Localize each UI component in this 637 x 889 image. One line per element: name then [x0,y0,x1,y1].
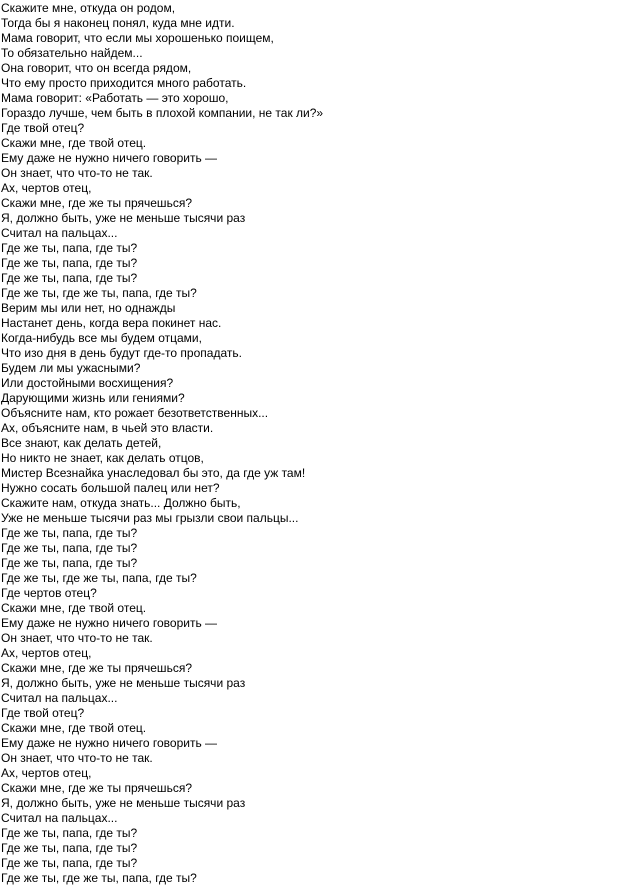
lyric-line: Скажи мне, где твой отец. [1,601,147,615]
lyric-line: Что изо дня в день будут где-то пропадать. [1,346,242,360]
lyric-line: Мама говорит, что если мы хорошенько поищем, [1,31,274,45]
lyric-line: Где твой отец? [1,706,85,720]
lyric-line: Где твой отец? [1,121,85,135]
lyric-line: Ему даже не нужно ничего говорить — [1,616,218,630]
lyric-line: Мама говорит: «Работать — это хорошо, [1,91,229,105]
lyric-line: Ему даже не нужно ничего говорить — [1,736,218,750]
lyric-line: Мистер Всезнайка унаследовал бы это, да где уж там! [1,466,306,480]
lyric-line: Где же ты, папа, где ты? [1,556,138,570]
lyric-line: Настанет день, когда вера покинет нас. [1,316,222,330]
lyric-line: Гораздо лучше, чем быть в плохой компании, не так ли?» [1,106,324,120]
lyric-line: Он знает, что что-то не так. [1,166,153,180]
lyric-line: Но никто не знает, как делать отцов, [1,451,204,465]
lyric-line: Она говорит, что он всегда рядом, [1,61,192,75]
lyric-line: Я, должно быть, уже не меньше тысячи раз [1,211,246,225]
lyric-line: Ему даже не нужно ничего говорить — [1,151,218,165]
lyric-line: Он знает, что что-то не так. [1,751,153,765]
lyric-line: Скажи мне, где твой отец. [1,136,147,150]
lyric-line: Где же ты, папа, где ты? [1,256,138,270]
lyric-line: Что ему просто приходится много работать. [1,76,247,90]
lyric-line: Где же ты, папа, где ты? [1,541,138,555]
lyric-line: Или достойными восхищения? [1,376,174,390]
lyric-line: Где же ты, папа, где ты? [1,856,138,870]
lyric-line: Ах, чертов отец, [1,646,92,660]
lyric-line: Где же ты, папа, где ты? [1,271,138,285]
lyric-line: Скажите нам, откуда знать... Должно быть, [1,496,241,510]
lyric-line: Где же ты, где же ты, папа, где ты? [1,871,197,885]
lyric-line: Тогда бы я наконец понял, куда мне идти. [1,16,235,30]
lyric-line: Все знают, как делать детей, [1,436,162,450]
lyric-line: Ах, объясните нам, в чьей это власти. [1,421,214,435]
lyric-line: Где же ты, папа, где ты? [1,826,138,840]
lyric-line: Объясните нам, кто рожает безответственных... [1,406,269,420]
lyric-line: Где чертов отец? [1,586,97,600]
lyric-line: Когда-нибудь все мы будем отцами, [1,331,202,345]
lyric-line: Ах, чертов отец, [1,766,92,780]
lyric-line: Я, должно быть, уже не меньше тысячи раз [1,676,246,690]
lyric-line: Где же ты, папа, где ты? [1,526,138,540]
lyric-line: Скажите мне, откуда он родом, [1,1,176,15]
lyric-line: То обязательно найдем... [1,46,143,60]
lyric-line: Скажи мне, где же ты прячешься? [1,196,192,210]
lyric-line: Уже не меньше тысячи раз мы грызли свои пальцы... [1,511,299,525]
lyric-line: Где же ты, папа, где ты? [1,241,138,255]
lyric-line: Я, должно быть, уже не меньше тысячи раз [1,796,246,810]
lyric-line: Скажи мне, где же ты прячешься? [1,781,192,795]
lyric-line: Будем ли мы ужасными? [1,361,141,375]
lyric-line: Он знает, что что-то не так. [1,631,153,645]
lyric-line: Где же ты, где же ты, папа, где ты? [1,286,197,300]
lyric-line: Верим мы или нет, но однажды [1,301,176,315]
lyric-line: Скажи мне, где же ты прячешься? [1,661,192,675]
lyric-line: Считал на пальцах... [1,691,118,705]
lyric-line: Скажи мне, где твой отец. [1,721,147,735]
lyric-line: Считал на пальцах... [1,811,118,825]
lyric-line: Где же ты, папа, где ты? [1,841,138,855]
lyric-line: Дарующими жизнь или гениями? [1,391,185,405]
lyric-line: Где же ты, где же ты, папа, где ты? [1,571,197,585]
lyric-line: Нужно сосать большой палец или нет? [1,481,220,495]
lyric-line: Считал на пальцах... [1,226,118,240]
lyrics-text [1,1,635,886]
lyric-line: Ах, чертов отец, [1,181,92,195]
